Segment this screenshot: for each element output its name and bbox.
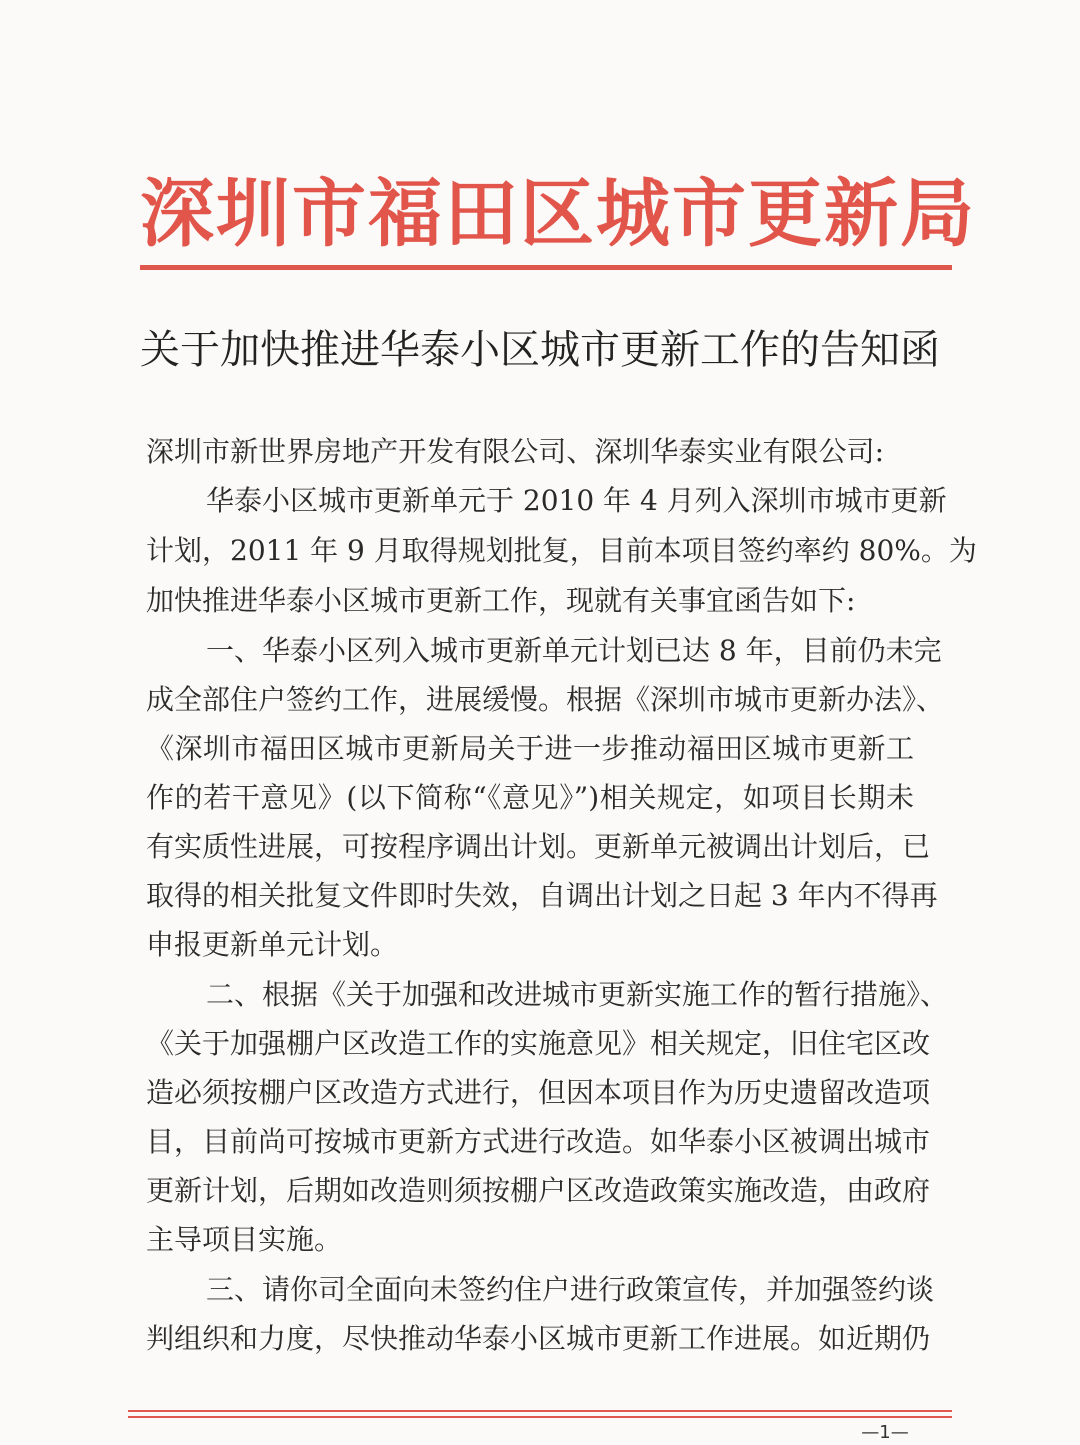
body-line: 华泰小区城市更新单元于 2010 年 4 月列入深圳市城市更新 <box>206 484 947 517</box>
body-line: 作的若干意见》(以下简称“《意见》”)相关规定，如项目长期未 <box>146 781 914 814</box>
body-line: 加快推进华泰小区城市更新工作，现就有关事宜函告如下: <box>146 584 856 617</box>
document-title: 关于加快推进华泰小区城市更新工作的告知函 <box>140 327 940 373</box>
footer-red-rule-secondary <box>128 1416 952 1418</box>
body-line: 申报更新单元计划。 <box>146 928 399 961</box>
body-line: 成全部住户签约工作，进展缓慢。根据《深圳市城市更新办法》、 <box>146 683 945 716</box>
body-line: 造必须按棚户区改造方式进行，但因本项目作为历史遗留改造项 <box>146 1076 931 1109</box>
body-line: 目，目前尚可按城市更新方式进行改造。如华泰小区被调出城市 <box>146 1125 931 1158</box>
body-line: 计划，2011 年 9 月取得规划批复，目前本项目签约率约 80%。为 <box>146 534 977 567</box>
body-line: 判组织和力度，尽快推动华泰小区城市更新工作进展。如近期仍 <box>146 1322 931 1355</box>
page-number: —1— <box>861 1422 909 1443</box>
body-line: 主导项目实施。 <box>146 1223 343 1256</box>
body-line: 更新计划，后期如改造则须按棚户区改造政策实施改造，由政府 <box>146 1174 931 1207</box>
salutation: 深圳市新世界房地产开发有限公司、深圳华泰实业有限公司: <box>146 435 884 468</box>
body-line: 三、请你司全面向未签约住户进行政策宣传，并加强签约谈 <box>206 1273 935 1306</box>
body-line: 《关于加强棚户区改造工作的实施意见》相关规定，旧住宅区改 <box>146 1027 931 1060</box>
body-line: 《深圳市福田区城市更新局关于进一步推动福田区城市更新工 <box>146 732 914 765</box>
body-line: 取得的相关批复文件即时失效，自调出计划之日起 3 年内不得再 <box>146 879 938 912</box>
letterhead-title: 深圳市福田区城市更新局 <box>140 171 976 257</box>
footer-red-rule <box>128 1410 952 1412</box>
body-line: 有实质性进展，可按程序调出计划。更新单元被调出计划后，已 <box>146 830 931 863</box>
letterhead-red-rule <box>140 265 952 270</box>
body-line: 二、根据《关于加强和改进城市更新实施工作的暂行措施》、 <box>206 978 949 1011</box>
body-line: 一、华泰小区列入城市更新单元计划已达 8 年，目前仍未完 <box>206 634 942 667</box>
